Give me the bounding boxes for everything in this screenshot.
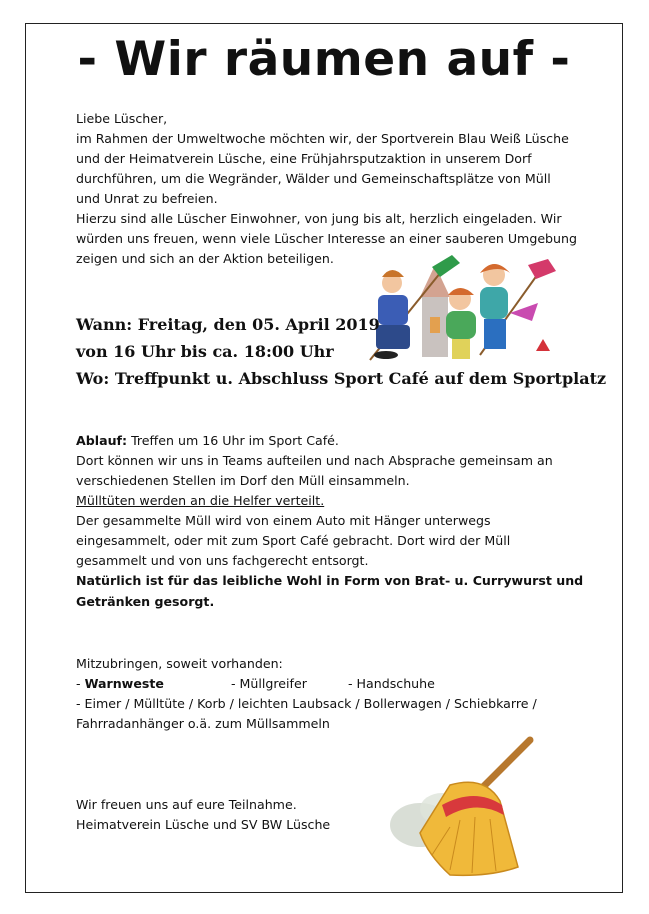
intro-line: Hierzu sind alle Lüscher Einwohner, von jung bis alt, herzlich eingeladen. Wir [76, 211, 562, 226]
ablauf-line: Der gesammelte Müll wird von einem Auto mit Hänger unterwegs [76, 513, 491, 528]
ablauf-bold: Natürlich ist für das leibliche Wohl in Form von Brat- u. Currywurst und [76, 573, 584, 588]
intro-line: im Rahmen der Umweltwoche möchten wir, der Sportverein Blau Weiß Lüsche [76, 131, 569, 146]
intro-line: würden uns freuen, wenn viele Lüscher Interesse an einer sauberen Umgebung [76, 231, 578, 246]
small-logo [536, 339, 550, 351]
bring-heading: Mitzubringen, soweit vorhanden: [76, 656, 283, 671]
greeting: Liebe Lüscher, [76, 111, 168, 126]
ablauf-first: Treffen um 16 Uhr im Sport Café. [127, 433, 339, 448]
ablauf-line: gesammelt und von uns fachgerecht entsorgt. [76, 553, 369, 568]
intro-line: zeigen und sich an der Aktion beteiligen. [76, 251, 334, 266]
ablauf-underlined: Mülltüten werden an die Helfer verteilt. [76, 493, 325, 508]
event-time: von 16 Uhr bis ca. 18:00 Uhr [76, 342, 334, 361]
intro-line: und der Heimatverein Lüsche, eine Frühjahrsputzaktion in unserem Dorf [76, 151, 532, 166]
cleaning-team-illustration [360, 255, 560, 365]
bring-items-row [76, 674, 556, 694]
ablauf-bold: Getränken gesorgt. [76, 594, 215, 609]
intro-line: durchführen, um die Wegränder, Wälder und Gemeinschaftsplätze von Müll [76, 171, 551, 186]
ablauf-line: eingesammelt, oder mit zum Sport Café gebracht. Dort wird der Müll [76, 533, 511, 548]
ablauf-line [76, 431, 339, 451]
broom-illustration [380, 735, 560, 885]
bring-item-warnweste: Warnweste [84, 676, 164, 691]
closing-signature: Heimatverein Lüsche und SV BW Lüsche [76, 817, 331, 832]
ablauf-line: Dort können wir uns in Teams aufteilen und nach Absprache gemeinsam an [76, 453, 553, 468]
event-where: Wo: Treffpunkt u. Abschluss Sport Café auf dem Sportplatz [76, 369, 607, 388]
event-when: Wann: Freitag, den 05. April 2019 [76, 315, 380, 334]
bring-line: - Eimer / Mülltüte / Korb / leichten Laubsack / Bollerwagen / Schiebkarre / [76, 696, 537, 711]
bring-item-handschuhe: - Handschuhe [348, 676, 435, 691]
closing-line: Wir freuen uns auf eure Teilnahme. [76, 797, 297, 812]
bring-item-muellgreifer: - Müllgreifer [231, 676, 307, 691]
broom-head [528, 259, 556, 279]
ablauf-label: Ablauf: [76, 433, 128, 448]
bring-item-prefix: - [76, 676, 85, 691]
ablauf-line: verschiedenen Stellen im Dorf den Müll einsammeln. [76, 473, 410, 488]
intro-line: und Unrat zu befreien. [76, 191, 218, 206]
page-title: - Wir räumen auf - [77, 32, 571, 87]
bring-line: Fahrradanhänger o.ä. zum Müllsammeln [76, 716, 330, 731]
